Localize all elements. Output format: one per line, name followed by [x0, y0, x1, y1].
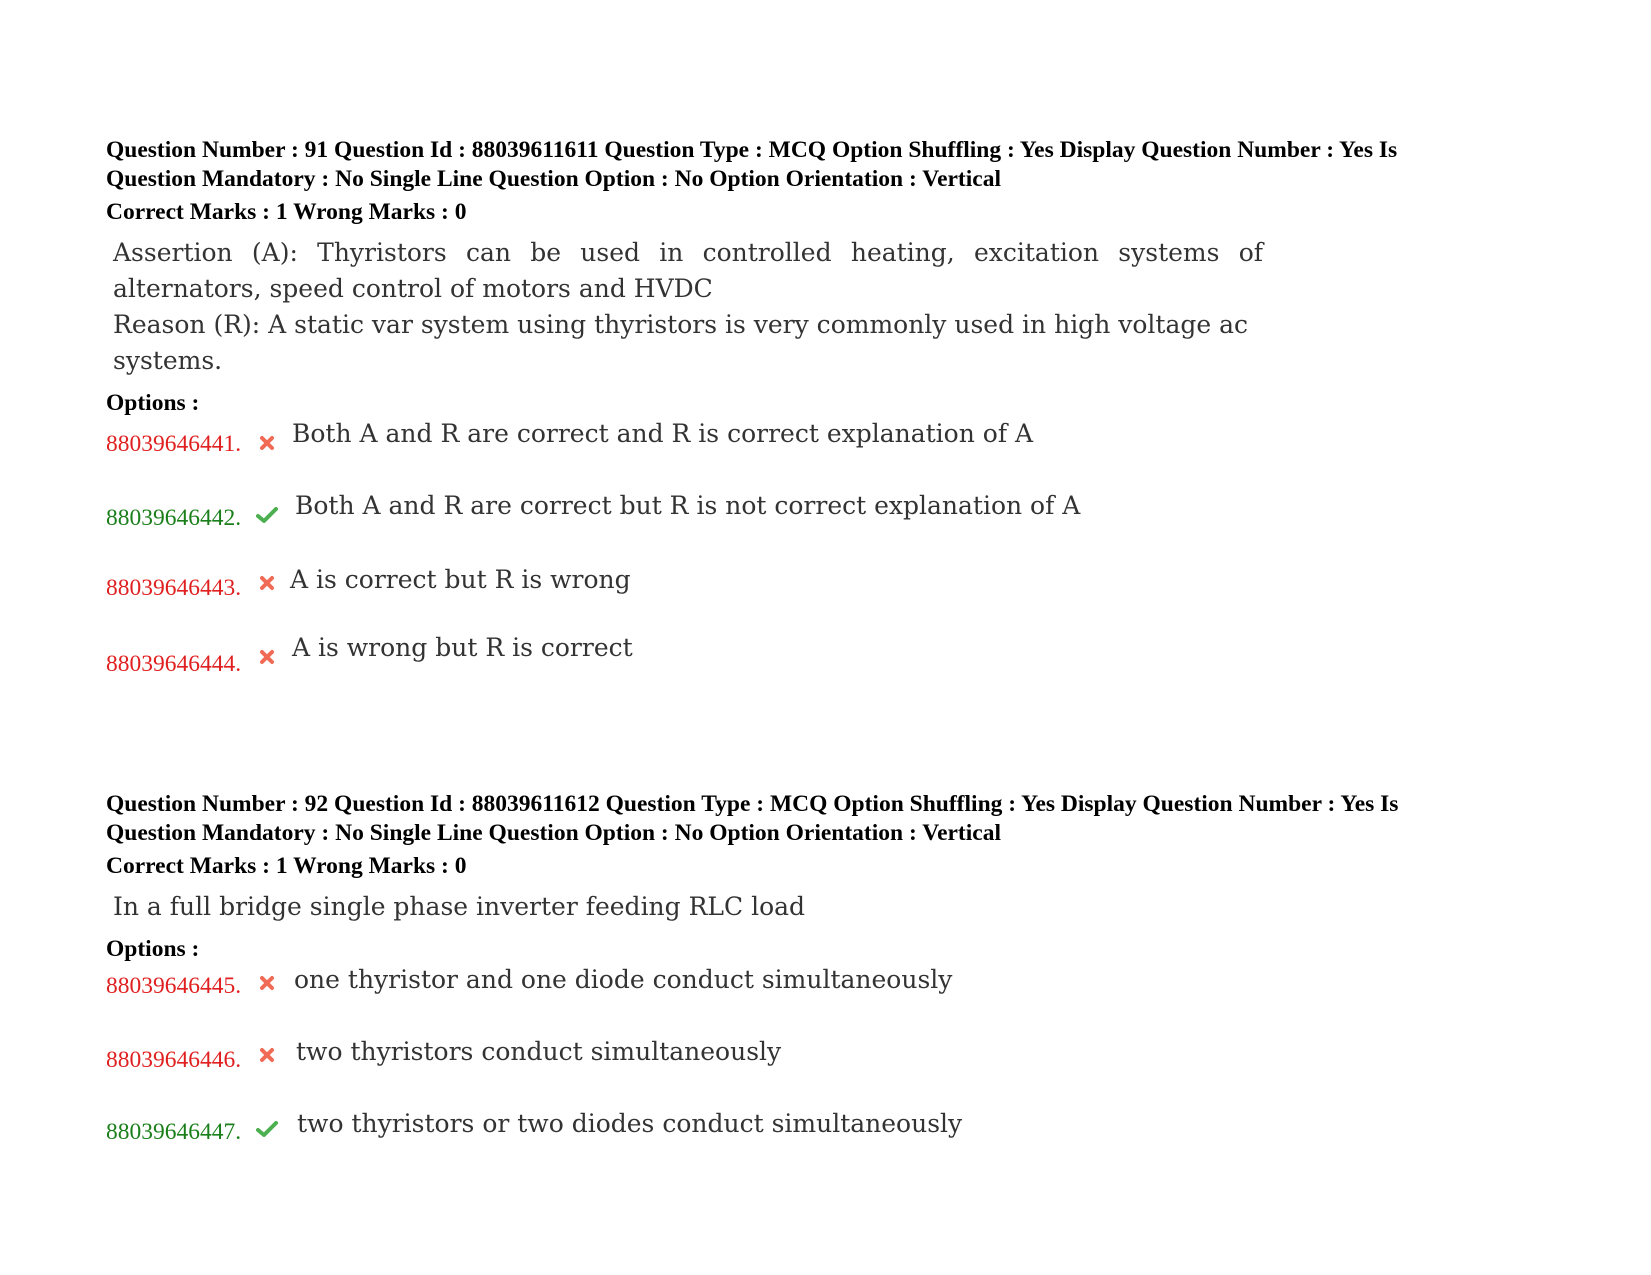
stem-line: systems.	[113, 346, 223, 375]
option-id: 88039646444.	[106, 651, 242, 677]
options-label: Options :	[106, 390, 200, 416]
question-marks: Correct Marks : 1 Wrong Marks : 0	[106, 853, 467, 879]
option-item	[106, 964, 1526, 1036]
option-item	[106, 1036, 1526, 1108]
question-92	[106, 790, 1526, 1180]
option-text: A is correct but R is wrong	[290, 565, 631, 594]
cross-icon	[256, 646, 278, 668]
option-id: 88039646442.	[106, 505, 242, 531]
option-item	[106, 490, 1526, 562]
cross-icon	[256, 572, 278, 594]
options-label: Options :	[106, 936, 200, 962]
option-id: 88039646445.	[106, 973, 242, 999]
option-id: 88039646447.	[106, 1119, 242, 1145]
option-text: one thyristor and one diode conduct simultaneously	[294, 965, 953, 994]
stem-line: In a full bridge single phase inverter feeding RLC load	[113, 892, 806, 921]
question-stem	[113, 889, 1263, 925]
option-id: 88039646441.	[106, 431, 242, 457]
question-meta	[106, 136, 1526, 194]
cross-icon	[256, 972, 278, 994]
question-91	[106, 136, 1526, 706]
options-list	[106, 964, 1526, 1180]
check-icon	[256, 504, 278, 526]
question-meta-line2: Question Mandatory : No Single Line Question Option : No Option Orientation : Vertical	[106, 820, 1001, 846]
options-list	[106, 418, 1526, 706]
question-meta	[106, 790, 1526, 848]
option-item	[106, 562, 1526, 634]
option-text: two thyristors conduct simultaneously	[296, 1037, 782, 1066]
cross-icon	[256, 1044, 278, 1066]
option-text: two thyristors or two diodes conduct simultaneously	[297, 1109, 963, 1138]
cross-icon	[256, 432, 278, 454]
check-icon	[256, 1118, 278, 1140]
question-meta-line1: Question Number : 92 Question Id : 88039611612 Question Type : MCQ Option Shuffling : Yes Display Question Number : Yes Is	[106, 791, 1399, 817]
option-text: Both A and R are correct and R is correct explanation of A	[292, 419, 1034, 448]
option-id: 88039646443.	[106, 575, 242, 601]
question-meta-line1: Question Number : 91 Question Id : 88039611611 Question Type : MCQ Option Shuffling : Yes Display Question Number : Yes Is	[106, 137, 1398, 163]
option-id: 88039646446.	[106, 1047, 242, 1073]
stem-line: Reason (R): A static var system using thyristors is very commonly used in high voltage ac	[113, 310, 1249, 339]
question-stem	[113, 235, 1263, 379]
option-item	[106, 1108, 1526, 1180]
option-text: A is wrong but R is correct	[292, 633, 633, 662]
question-meta-line2: Question Mandatory : No Single Line Question Option : No Option Orientation : Vertical	[106, 166, 1001, 192]
question-marks: Correct Marks : 1 Wrong Marks : 0	[106, 199, 467, 225]
stem-line: Assertion (A): Thyristors can be used in controlled heating, excitation systems of	[113, 238, 1263, 267]
option-item	[106, 634, 1526, 706]
option-item	[106, 418, 1526, 490]
stem-line: alternators, speed control of motors and HVDC	[113, 274, 713, 303]
option-text: Both A and R are correct but R is not correct explanation of A	[295, 491, 1081, 520]
